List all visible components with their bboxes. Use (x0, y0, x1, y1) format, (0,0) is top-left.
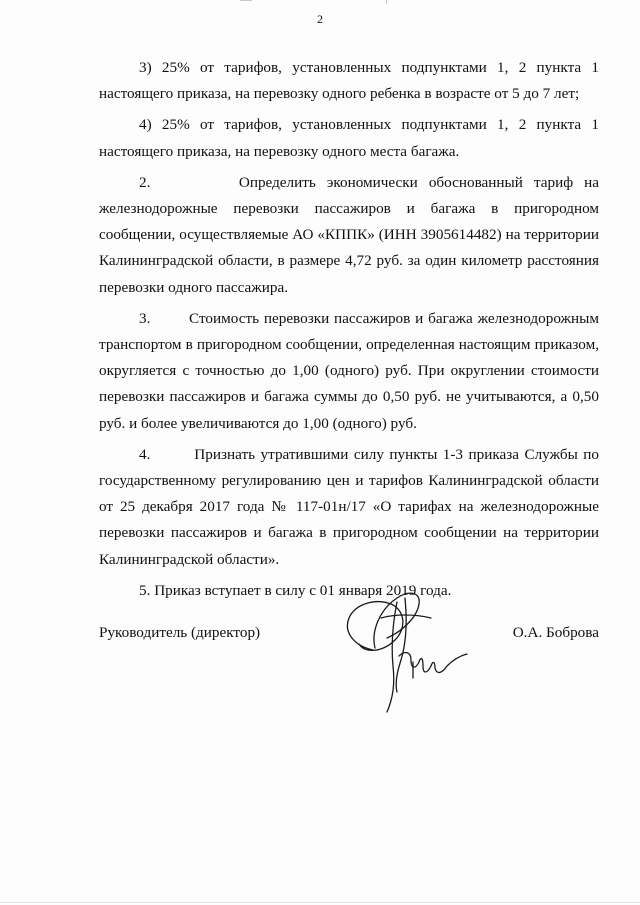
paragraph-item-4: 4. Признать утратившими силу пункты 1-3 приказа Службы по государственному регулированию цен и тарифов Калининградской области от 25 декабря 2017 года № 117-01н/17 «О тарифах на железнодорожные перевозки пассажиров и багажа в пригородном сообщении на территории Калининградской области». (99, 445, 599, 568)
paragraph-item-2: 2. Определить экономически обоснованный тариф на железнодорожные перевозки пассажиров и багажа в пригородном сообщении, осуществляемые АО «КППК» (ИНН 3905614482) на территории Калининградской области, в размере 4,72 руб. за один километр расстояния перевозки одного пассажира. (99, 173, 599, 296)
paragraph-item-3: 3. Стоимость перевозки пассажиров и багажа железнодорожным транспортом в пригородном сообщении, определенная настоящим приказом, округляется с точностью до 1,00 (одного) руб. При округлении стоимости перевозки пассажиров и багажа суммы до 0,50 руб. не учитываются, а 0,50 руб. и более увеличиваются до 1,00 (одного) руб. (99, 309, 599, 432)
paragraph-subitem-3: 3) 25% от тарифов, установленных подпунктами 1, 2 пункта 1 настоящего приказа, на перевозку одного ребенка в возрасте от 5 до 7 лет; (99, 59, 599, 103)
signatory-title: Руководитель (директор) (99, 624, 261, 641)
paragraph-subitem-4: 4) 25% от тарифов, установленных подпунктами 1, 2 пункта 1 настоящего приказа, на перевозку одного места багажа. (99, 116, 599, 160)
signatory-name: О.А. Боброва (512, 624, 599, 641)
scan-mark-bottom (0, 902, 640, 903)
paragraph-item-5: 5. Приказ вступает в силу с 01 января 2019 года. (139, 581, 452, 599)
page-number: 2 (317, 12, 323, 26)
scan-mark-top (240, 0, 252, 1)
handwritten-signature (335, 588, 475, 718)
scan-mark-top-right (386, 0, 387, 4)
document-body (99, 55, 599, 609)
